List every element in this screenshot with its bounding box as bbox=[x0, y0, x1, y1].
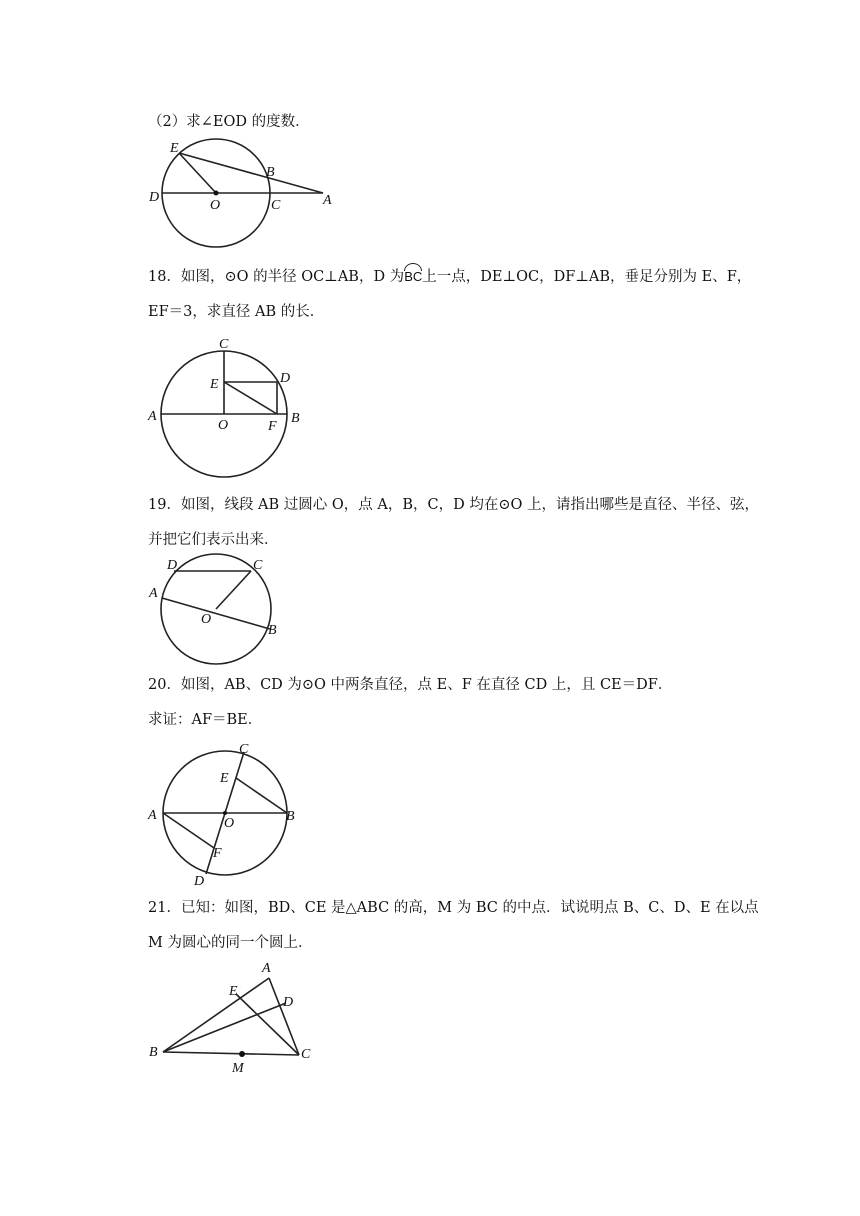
label-c: C bbox=[301, 1047, 311, 1062]
q20-line1: 20．如图，AB、CD 为⊙O 中两条直径，点 E、F 在直径 CD 上，且 CE＝DF． bbox=[148, 677, 673, 693]
label-b: B bbox=[291, 411, 300, 426]
q18-line1 bbox=[148, 264, 751, 287]
label-a: A bbox=[323, 193, 332, 208]
label-o: O bbox=[210, 198, 221, 213]
figure-17 bbox=[140, 135, 350, 250]
figure-21 bbox=[140, 958, 325, 1078]
figure-20 bbox=[140, 738, 305, 890]
label-c: C bbox=[239, 742, 249, 757]
figure-18 bbox=[140, 334, 310, 484]
q21-line1: 21．已知：如图，BD、CE 是△ABC 的高，M 为 BC 的中点．试说明点 B、C、D、E 在以点 bbox=[148, 900, 759, 916]
q21-line2: M 为圆心的同一个圆上． bbox=[148, 935, 313, 951]
q18-line1-b: 上一点，DE⊥OC，DF⊥AB，垂足分别为 E、F， bbox=[422, 269, 752, 285]
label-b: B bbox=[286, 809, 295, 824]
q19-line2: 并把它们表示出来． bbox=[148, 532, 279, 548]
label-d: D bbox=[283, 995, 294, 1010]
label-e: E bbox=[170, 141, 179, 156]
label-e: E bbox=[210, 377, 219, 392]
label-c: C bbox=[219, 337, 229, 352]
label-o: O bbox=[201, 612, 212, 627]
label-b: B bbox=[149, 1045, 158, 1060]
label-o: O bbox=[224, 816, 235, 831]
label-m: M bbox=[232, 1061, 244, 1076]
label-e: E bbox=[229, 984, 238, 999]
label-e: E bbox=[220, 771, 229, 786]
q18-line1-a: 18．如图，⊙O 的半径 OC⊥AB，D 为 bbox=[148, 269, 405, 285]
label-f: F bbox=[268, 419, 277, 434]
label-a: A bbox=[148, 808, 157, 823]
label-a: A bbox=[149, 586, 158, 601]
q19-line1: 19．如图，线段 AB 过圆心 O，点 A，B，C，D 均在⊙O 上，请指出哪些是直径、半径、弦， bbox=[148, 497, 760, 513]
label-c: C bbox=[271, 198, 281, 213]
label-f: F bbox=[213, 846, 222, 861]
q20-line2: 求证：AF＝BE． bbox=[148, 712, 263, 728]
label-d: D bbox=[194, 874, 205, 889]
label-d: D bbox=[149, 190, 160, 205]
q17-part2-text: （2）求∠EOD 的度数． bbox=[148, 114, 310, 130]
label-b: B bbox=[266, 165, 275, 180]
label-o: O bbox=[218, 418, 229, 433]
q18-line2: EF＝3，求直径 AB 的长． bbox=[148, 304, 325, 320]
arc-bc: BC bbox=[404, 264, 422, 287]
label-d: D bbox=[167, 558, 178, 573]
label-d: D bbox=[280, 371, 291, 386]
label-c: C bbox=[253, 558, 263, 573]
label-a: A bbox=[262, 961, 271, 976]
label-b: B bbox=[268, 623, 277, 638]
label-a: A bbox=[148, 409, 157, 424]
figure-19 bbox=[140, 552, 300, 667]
